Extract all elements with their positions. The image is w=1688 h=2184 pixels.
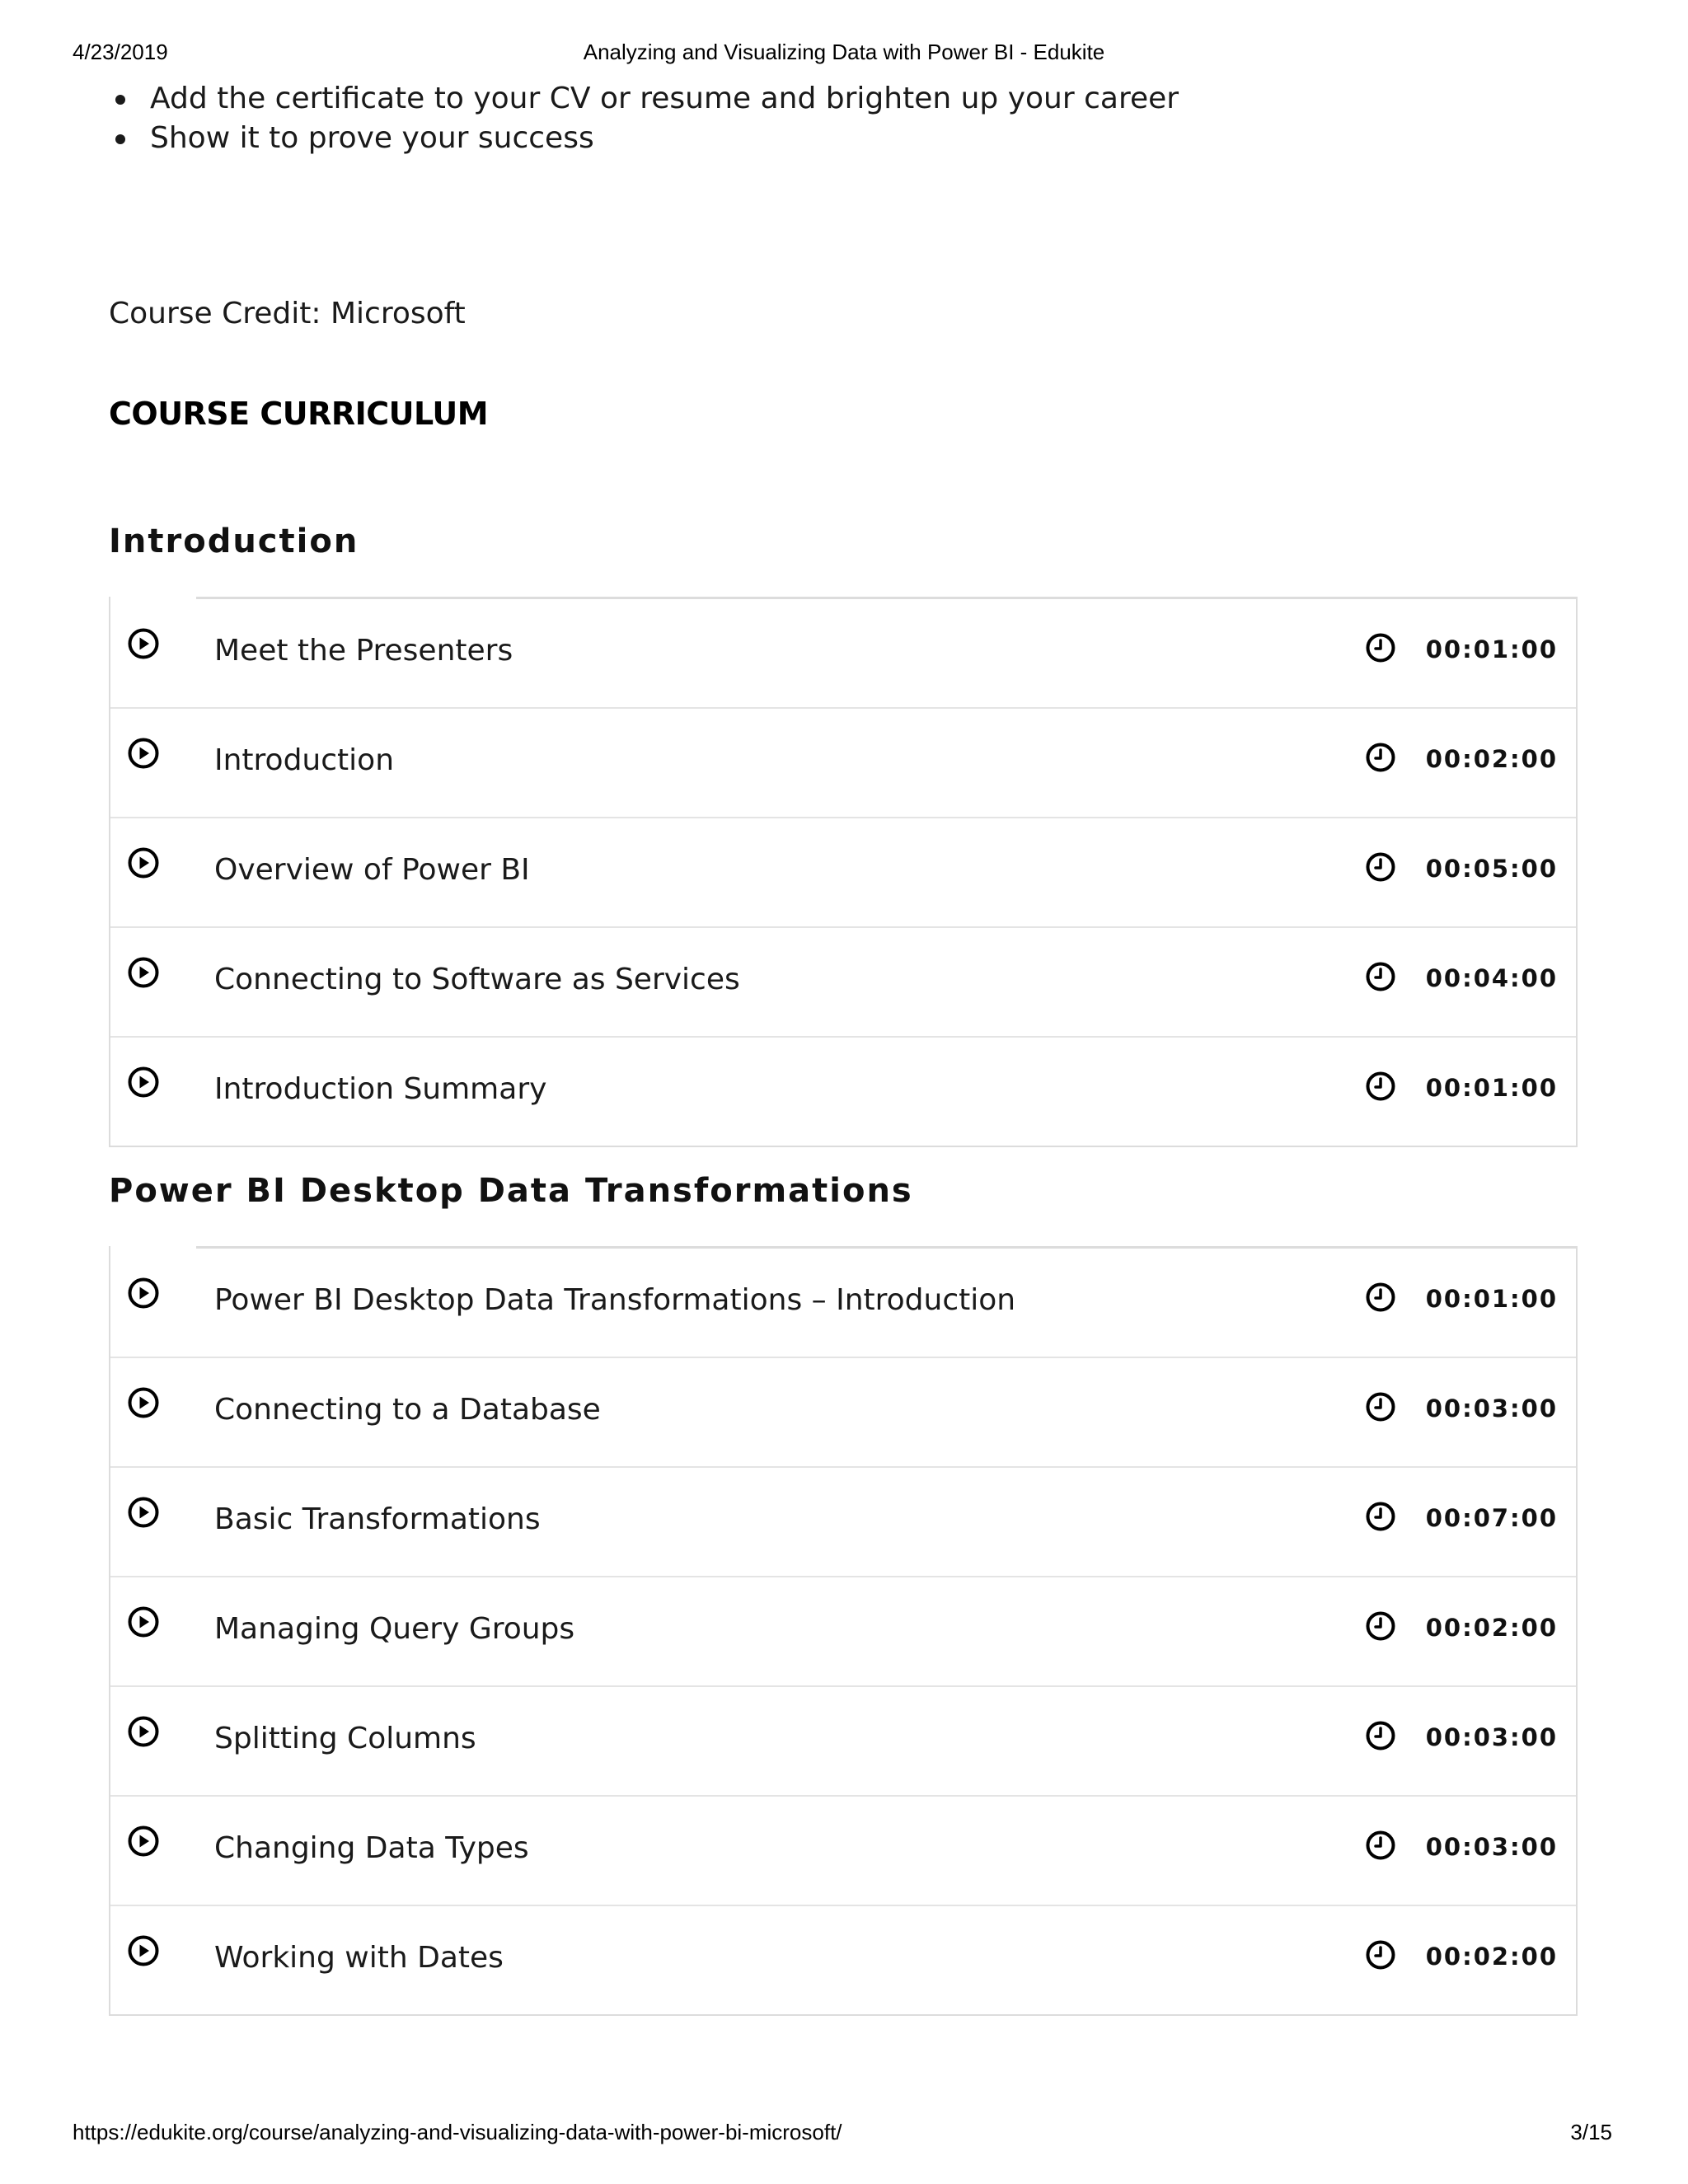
clock-icon — [1365, 1939, 1396, 1971]
play-circle-icon[interactable] — [127, 1277, 160, 1310]
lesson-title[interactable]: Introduction — [214, 743, 395, 777]
lesson-duration: 00:03:00 — [1425, 1394, 1558, 1422]
play-circle-icon[interactable] — [127, 956, 160, 989]
lesson-duration: 00:03:00 — [1425, 1833, 1558, 1861]
lesson-title[interactable]: Connecting to Software as Services — [214, 963, 740, 996]
lesson-row[interactable] — [110, 707, 1576, 817]
lesson-row[interactable] — [110, 1795, 1576, 1905]
print-url: https://edukite.org/course/analyzing-and-visualizing-data-with-power-bi-microsoft/ — [73, 2120, 842, 2144]
lesson-duration: 00:02:00 — [1425, 1614, 1558, 1642]
clock-icon — [1365, 1501, 1396, 1532]
lesson-duration: 00:02:00 — [1425, 1943, 1558, 1971]
print-page-number: 3/15 — [1570, 2120, 1612, 2144]
lesson-row[interactable] — [110, 926, 1576, 1036]
play-circle-icon[interactable] — [127, 1715, 160, 1748]
lesson-title[interactable]: Meet the Presenters — [214, 634, 513, 668]
lesson-row[interactable] — [110, 1357, 1576, 1466]
lesson-row[interactable] — [110, 1466, 1576, 1576]
play-circle-icon[interactable] — [127, 1066, 160, 1099]
benefit-item: Show it to prove your success — [115, 119, 1179, 158]
play-circle-icon[interactable] — [127, 1496, 160, 1529]
play-circle-icon[interactable] — [127, 846, 160, 879]
lesson-list-data-transformations — [109, 1246, 1578, 2016]
lesson-title[interactable]: Power BI Desktop Data Transformations – Introduction — [214, 1283, 1016, 1317]
clock-icon — [1365, 1282, 1396, 1313]
lesson-duration: 00:07:00 — [1425, 1504, 1558, 1532]
lesson-title[interactable]: Changing Data Types — [214, 1831, 529, 1865]
clock-icon — [1365, 742, 1396, 773]
play-circle-icon[interactable] — [127, 1386, 160, 1419]
lesson-row[interactable] — [110, 817, 1576, 926]
play-circle-icon[interactable] — [127, 627, 160, 660]
lesson-title[interactable]: Splitting Columns — [214, 1722, 476, 1755]
section-title-introduction: Introduction — [109, 523, 359, 560]
clock-icon — [1365, 1720, 1396, 1751]
lesson-row[interactable] — [110, 1905, 1576, 2014]
lesson-duration: 00:01:00 — [1425, 1074, 1558, 1102]
lesson-duration: 00:01:00 — [1425, 635, 1558, 663]
lesson-duration: 00:05:00 — [1425, 855, 1558, 883]
lesson-list-introduction — [109, 597, 1578, 1147]
clock-icon — [1365, 1071, 1396, 1102]
lesson-duration: 00:03:00 — [1425, 1723, 1558, 1751]
lesson-row[interactable] — [110, 597, 1576, 707]
print-date: 4/23/2019 — [73, 40, 168, 64]
course-credit: Course Credit: Microsoft — [109, 297, 466, 330]
play-circle-icon[interactable] — [127, 1934, 160, 1967]
clock-icon — [1365, 1391, 1396, 1422]
play-circle-icon[interactable] — [127, 1605, 160, 1638]
lesson-duration: 00:04:00 — [1425, 964, 1558, 992]
lesson-row[interactable] — [110, 1685, 1576, 1795]
clock-icon — [1365, 1830, 1396, 1861]
lesson-row[interactable] — [110, 1246, 1576, 1357]
lesson-duration: 00:02:00 — [1425, 745, 1558, 773]
section-title-data-transformations: Power BI Desktop Data Transformations — [109, 1172, 913, 1210]
clock-icon — [1365, 961, 1396, 992]
lesson-row[interactable] — [110, 1036, 1576, 1146]
play-circle-icon[interactable] — [127, 737, 160, 770]
clock-icon — [1365, 1610, 1396, 1642]
lesson-title[interactable]: Connecting to a Database — [214, 1393, 601, 1427]
clock-icon — [1365, 851, 1396, 883]
lesson-title[interactable]: Managing Query Groups — [214, 1612, 575, 1646]
lesson-duration: 00:01:00 — [1425, 1285, 1558, 1313]
lesson-title[interactable]: Overview of Power BI — [214, 853, 530, 887]
lesson-title[interactable]: Introduction Summary — [214, 1072, 547, 1106]
benefit-item: Add the certificate to your CV or resume and brighten up your career — [115, 79, 1179, 119]
curriculum-heading: COURSE CURRICULUM — [109, 396, 489, 432]
lesson-row[interactable] — [110, 1576, 1576, 1685]
lesson-title[interactable]: Working with Dates — [214, 1941, 504, 1975]
benefits-list — [115, 79, 1179, 158]
print-page-title: Analyzing and Visualizing Data with Power BI - Edukite — [583, 40, 1105, 64]
clock-icon — [1365, 632, 1396, 663]
lesson-title[interactable]: Basic Transformations — [214, 1502, 541, 1536]
play-circle-icon[interactable] — [127, 1825, 160, 1858]
